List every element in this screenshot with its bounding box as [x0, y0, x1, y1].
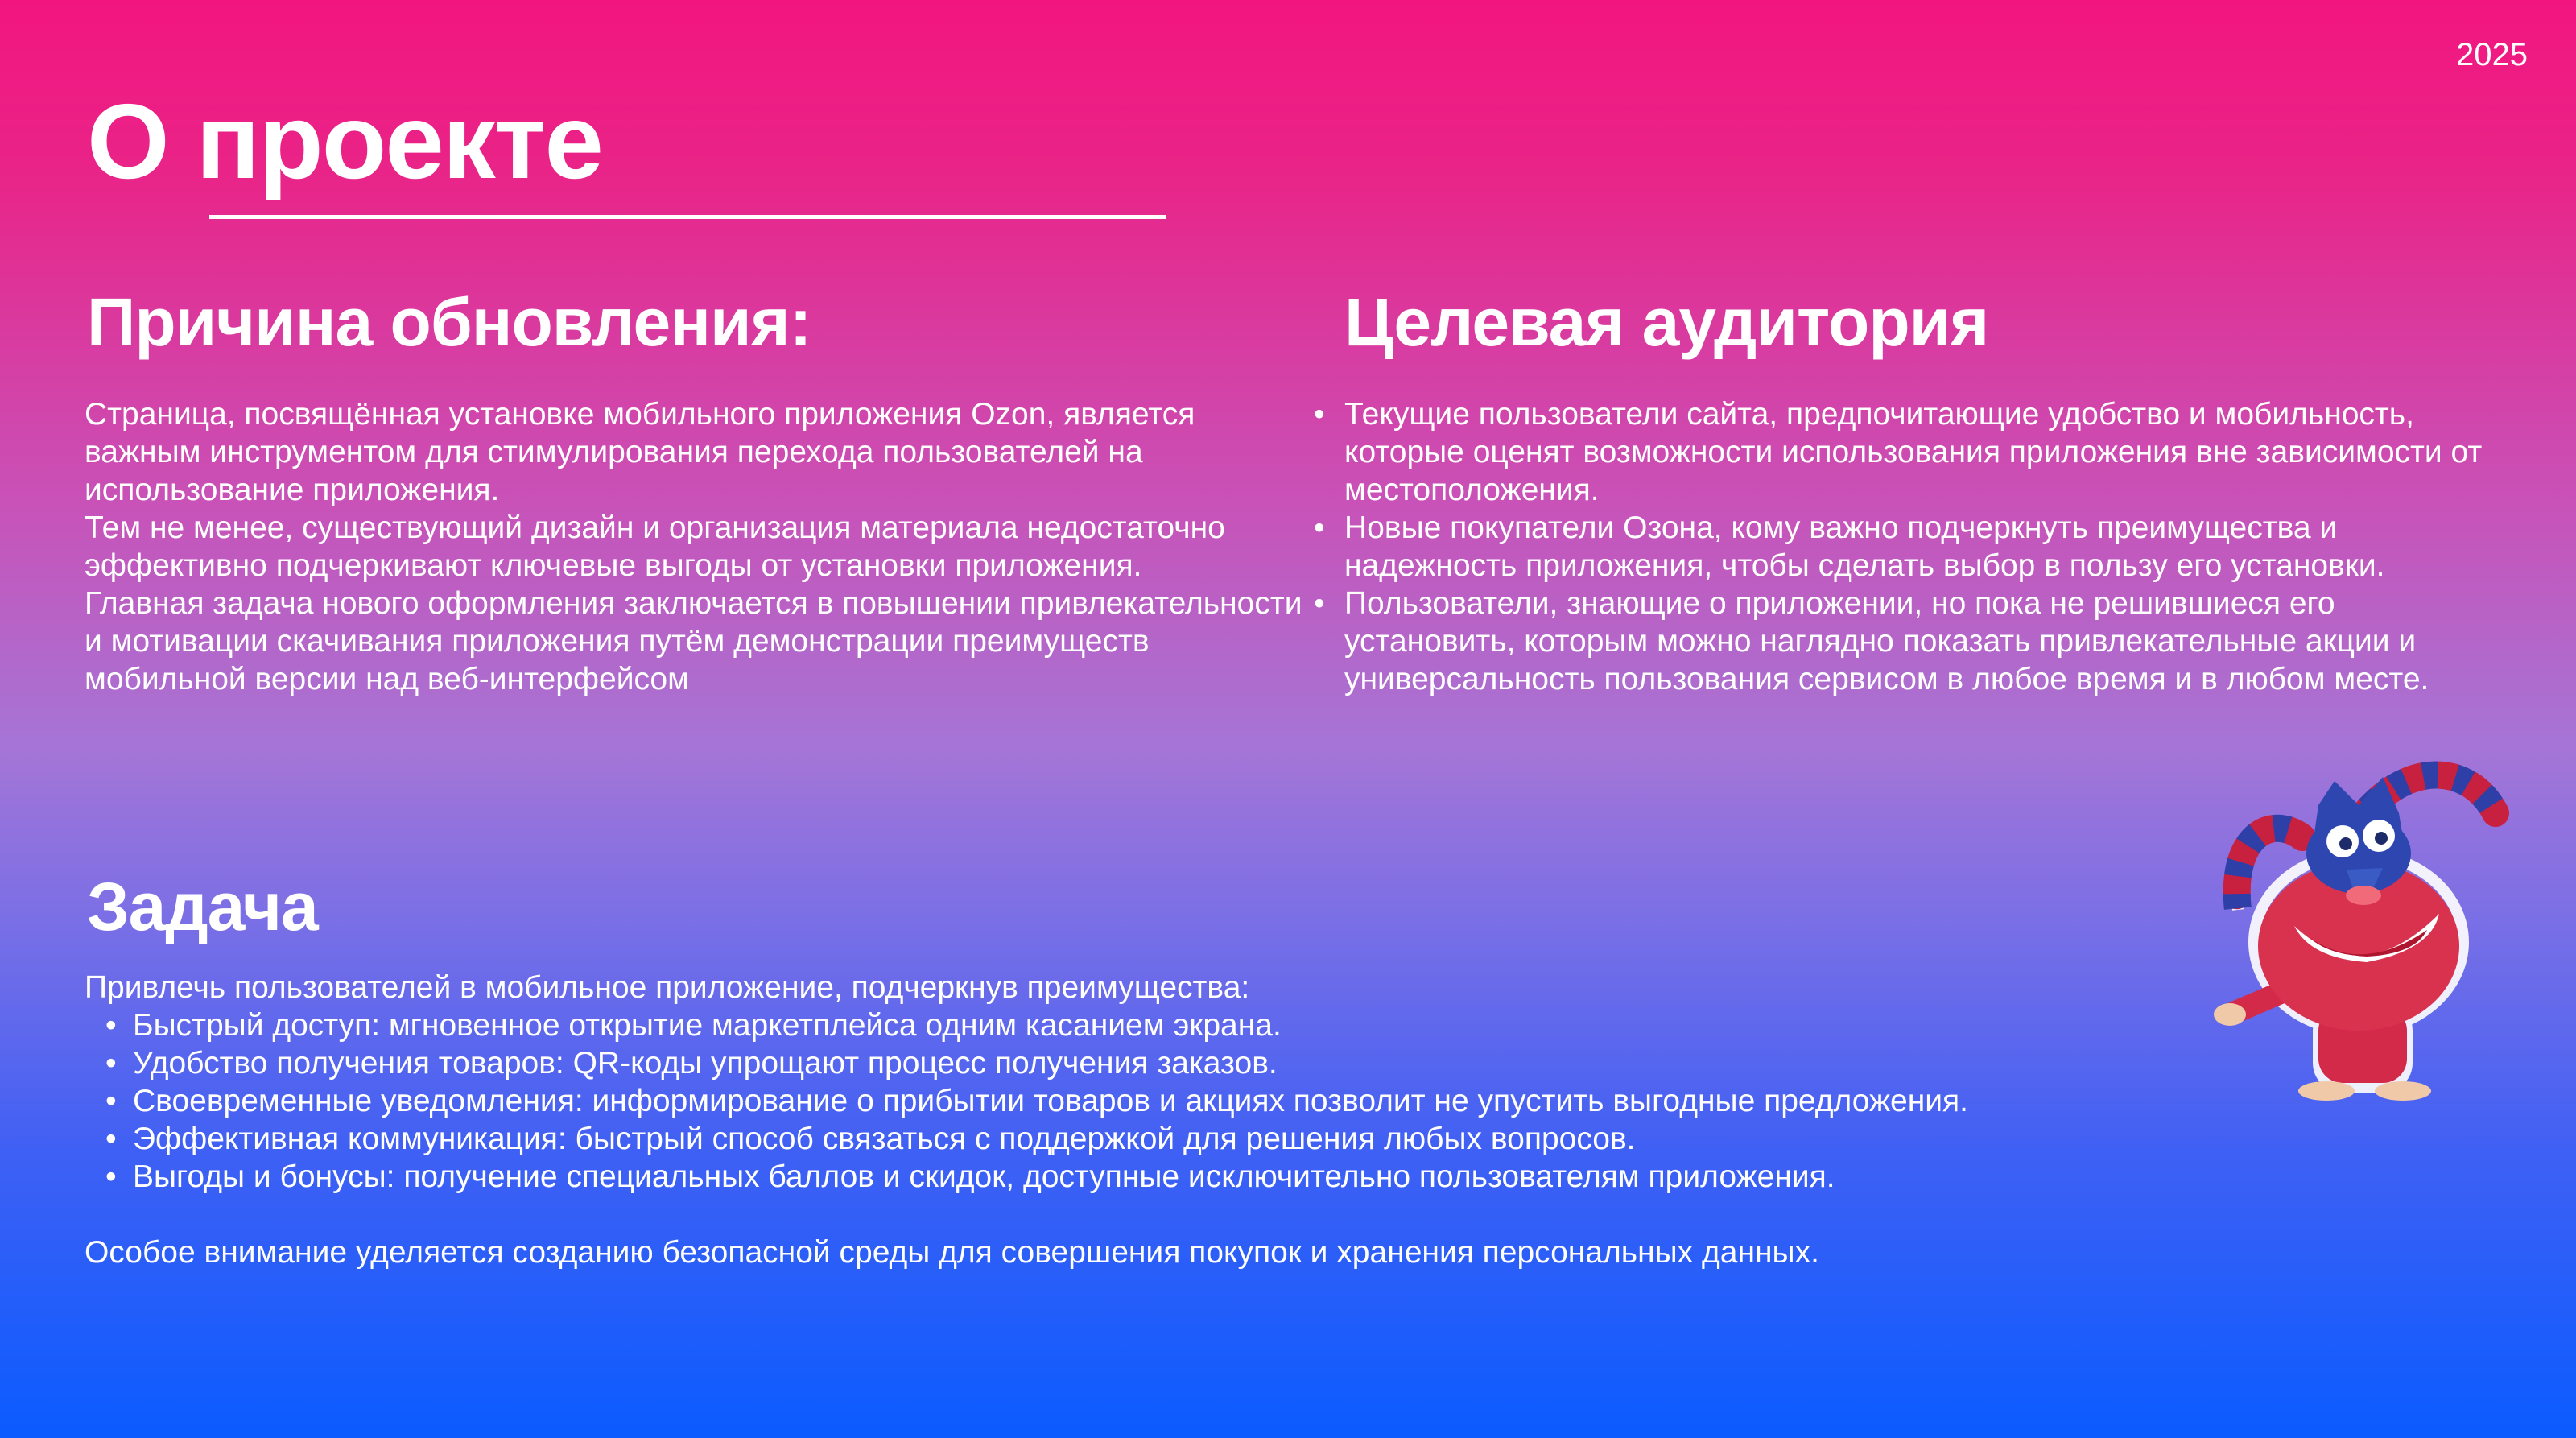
list-item-text: Пользователи, знающие о приложении, но пока не решившиеся его установить, которым можно наглядно показать привлекательные акции и универсальность пользования сервисом в любое время и в любом месте.	[1344, 586, 2429, 696]
audience-section	[1314, 283, 2504, 698]
reason-text	[85, 395, 1311, 698]
list-item	[105, 1120, 2260, 1158]
list-item	[105, 1006, 2260, 1044]
list-item-text: Новые покупатели Озона, кому важно подчеркнуть преимущества и надежность приложения, чтобы сделать выбор в пользу его установки.	[1344, 510, 2385, 583]
bullet-icon: •	[1314, 510, 1325, 545]
list-item	[1314, 585, 2504, 698]
list-item-text: Текущие пользователи сайта, предпочитающие удобство и мобильность, которые оценят возможности использования приложения вне зависимости от местоположения.	[1344, 397, 2483, 507]
list-item	[105, 1158, 2260, 1196]
task-list	[105, 1006, 2260, 1196]
reason-paragraph: Главная задача нового оформления заключается в повышении привлекательности и мотивации скачивания приложения путём демонстрации преимуществ мобильной версии над веб-интерфейсом	[85, 586, 1302, 696]
audience-list	[1314, 395, 2504, 698]
bullet-icon: •	[1314, 397, 1325, 432]
reason-heading: Причина обновления:	[87, 284, 811, 360]
bullet-icon: •	[105, 1159, 117, 1194]
list-item-text: Своевременные уведомления: информирование о прибытии товаров и акциях позволит не упустить выгодные предложения.	[133, 1084, 1969, 1118]
list-item-text: Выгоды и бонусы: получение специальных баллов и скидок, доступные исключительно пользователям приложения.	[133, 1159, 1835, 1194]
list-item-text: Удобство получения товаров: QR-коды упрощают процесс получения заказов.	[133, 1046, 1278, 1081]
reason-paragraph: Тем не менее, существующий дизайн и организация материала недостаточно эффективно подчеркивают ключевые выгоды от установки приложения.	[85, 510, 1225, 583]
reason-paragraph: Страница, посвящённая установке мобильного приложения Ozon, является важным инструментом для стимулирования перехода пользователей на использование приложения.	[85, 397, 1195, 507]
page-title: О проекте	[87, 82, 602, 200]
mascot-illustration	[2198, 749, 2520, 1111]
year-label: 2025	[2456, 37, 2528, 72]
bullet-icon: •	[1314, 586, 1325, 621]
list-item	[105, 1044, 2260, 1082]
task-section	[87, 868, 2260, 1271]
task-note: Особое внимание уделяется созданию безопасной среды для совершения покупок и хранения персональных данных.	[85, 1235, 1819, 1270]
list-item	[105, 1082, 2260, 1120]
task-intro: Привлечь пользователей в мобильное приложение, подчеркнув преимущества:	[85, 970, 1250, 1005]
task-heading: Задача	[87, 869, 318, 944]
bullet-icon: •	[105, 1046, 117, 1081]
title-underline	[209, 215, 1166, 219]
bullet-icon: •	[105, 1008, 117, 1043]
audience-heading: Целевая аудитория	[1344, 284, 1989, 360]
list-item	[1314, 395, 2504, 509]
reason-section	[87, 283, 1311, 698]
list-item-text: Быстрый доступ: мгновенное открытие маркетплейса одним касанием экрана.	[133, 1008, 1282, 1043]
list-item-text: Эффективная коммуникация: быстрый способ связаться с поддержкой для решения любых вопросов.	[133, 1122, 1636, 1156]
bullet-icon: •	[105, 1122, 117, 1156]
list-item	[1314, 509, 2504, 585]
bullet-icon: •	[105, 1084, 117, 1118]
